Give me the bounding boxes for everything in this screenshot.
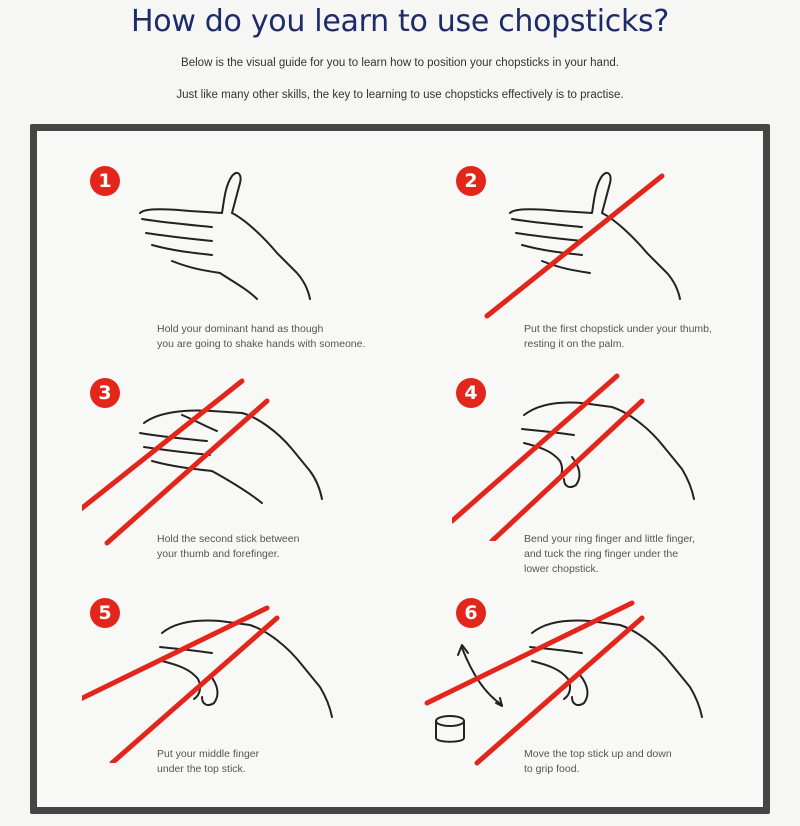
step-number-badge: 3 <box>90 378 120 408</box>
hand-with-chopstick-illustration <box>452 161 782 321</box>
hand-gripping-food-illustration <box>422 593 772 768</box>
step-caption-line: Put the first chopstick under your thumb, <box>524 323 712 335</box>
step-6 <box>422 593 752 803</box>
step-caption-line: Bend your ring finger and little finger, <box>524 533 696 545</box>
step-number-badge: 1 <box>90 166 120 196</box>
instruction-frame <box>30 124 770 814</box>
step-number-badge: 4 <box>456 378 486 408</box>
step-caption-line: Put your middle finger <box>157 748 260 760</box>
step-caption-line: Move the top stick up and down <box>524 748 672 760</box>
hand-middle-finger-illustration <box>82 593 412 763</box>
subtitle-guide: Below is the visual guide for you to learn how to position your chopsticks in your hand. <box>181 57 619 69</box>
hand-bent-fingers-illustration <box>452 371 782 541</box>
step-1 <box>82 161 412 371</box>
hand-holding-two-chopsticks-illustration <box>82 371 412 551</box>
step-number-badge: 2 <box>456 166 486 196</box>
step-number-badge: 6 <box>456 598 486 628</box>
step-number-badge: 5 <box>90 598 120 628</box>
page-title: How do you learn to use chopsticks? <box>131 4 669 39</box>
step-2 <box>452 161 782 371</box>
chopstick-lower <box>112 618 277 763</box>
open-hand-illustration <box>82 161 412 321</box>
step-caption-line: under the top stick. <box>157 763 246 775</box>
step-4 <box>452 371 782 581</box>
step-caption-line: Hold the second stick between <box>157 533 300 545</box>
chopstick-lower <box>487 176 662 316</box>
step-caption-line: and tuck the ring finger under the <box>524 548 679 560</box>
step-3 <box>82 371 412 581</box>
step-caption-line: lower chopstick. <box>524 563 599 575</box>
step-5 <box>82 593 412 803</box>
subtitle-practise: Just like many other skills, the key to learning to use chopsticks effectively is to practise. <box>176 89 624 101</box>
step-caption-line: resting it on the palm. <box>524 338 625 350</box>
step-caption-line: your thumb and forefinger. <box>157 548 280 560</box>
step-caption-line: you are going to shake hands with someone. <box>157 338 366 350</box>
step-caption-line: to grip food. <box>524 763 580 775</box>
chopstick-upper <box>82 608 267 708</box>
step-caption-line: Hold your dominant hand as though <box>157 323 324 335</box>
